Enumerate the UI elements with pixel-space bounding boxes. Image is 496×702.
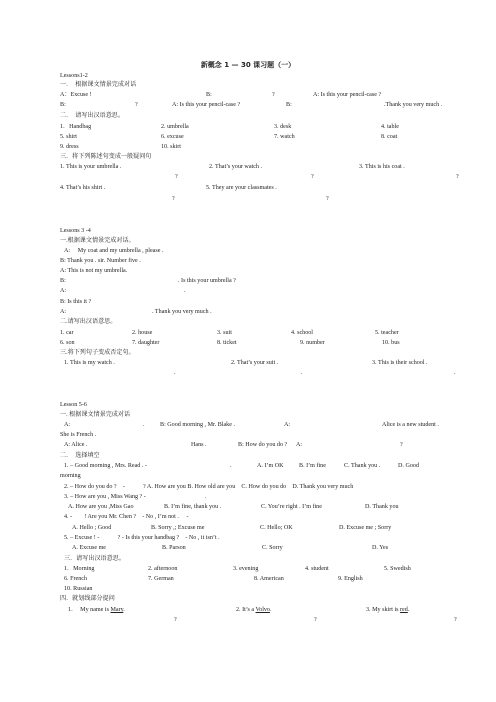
dialog-line: Alice is a new student . <box>382 422 439 428</box>
section-heading: 一. 根据课文情景完成对话 <box>60 412 131 418</box>
page-title: 新概念 1 — 30 课习题（一） <box>200 61 296 69</box>
answer-blank: . <box>301 370 303 376</box>
answer-blank: ? <box>172 196 175 202</box>
punctuation: . <box>123 607 125 613</box>
dialog-line: A: This is not my umbrella. <box>60 268 128 274</box>
answer-blank: ? <box>311 174 314 180</box>
dialog-line: She is French . <box>60 432 97 438</box>
vocab-item: 4. table <box>381 124 399 130</box>
option-d: D. Excuse me ; Sorry <box>339 525 392 531</box>
vocab-item: 1. car <box>60 330 74 336</box>
dialog-line: A: <box>284 422 291 428</box>
option-d: D. Thank you <box>365 504 399 510</box>
option-a: A. Excuse me <box>72 545 107 551</box>
vocab-item: 4. student <box>305 566 329 572</box>
underlined-word: Volvo <box>255 607 270 613</box>
question-8 <box>366 607 409 614</box>
dialog-line: A: Is this your pencil-case ? <box>172 102 241 108</box>
dialog-line: . Is this your umbrella ? <box>178 278 236 284</box>
dialog-line: . <box>184 288 186 294</box>
vocab-item: 3. evening <box>233 566 259 572</box>
vocab-item: 6. French <box>64 576 88 582</box>
option-d: D. Yes <box>372 545 389 551</box>
dialog-line: A: <box>60 309 67 315</box>
option-c: C. Hello; OK <box>260 525 293 531</box>
dialog-line: A: <box>60 288 67 294</box>
vocab-item: 3. suit <box>217 330 232 336</box>
dialog-line: A：Excuse ! <box>60 92 92 98</box>
underlined-word: red <box>400 607 408 613</box>
vocab-item: 9. dress <box>60 144 79 150</box>
dialog-line: .Thank you very much . <box>384 102 443 108</box>
section-heading: 三.将下列句子变成否定句。 <box>60 350 135 356</box>
vocab-item: 5. shirt <box>60 134 77 140</box>
dialog-line: A: Is this your pencil-case ? <box>313 92 382 98</box>
question-6 <box>68 607 125 614</box>
vocab-item: 7. watch <box>274 134 295 140</box>
lesson-header: Lesson 5-6 <box>60 402 87 408</box>
dialog-line: ? <box>400 442 403 448</box>
vocab-item: 8. coat <box>381 134 398 140</box>
answer-blank: ? <box>454 617 457 623</box>
vocab-item: 10. bus <box>382 340 400 346</box>
option-d: D. Good <box>398 463 419 469</box>
vocab-item: 4. school <box>291 330 314 336</box>
question-1: 1. – Good morning , Mrs. Read . - <box>64 463 147 469</box>
question-3-blank: . <box>205 494 207 500</box>
vocab-item: 7. daughter <box>132 340 160 346</box>
question-text: 3. My skirt is <box>366 607 401 613</box>
vocab-item: 7. German <box>148 576 174 582</box>
exercise-line: 2. That’s your watch . <box>209 164 263 170</box>
exercise-line: 2. That’s your suit . <box>231 360 279 366</box>
dialog-line: Hans . <box>191 442 207 448</box>
dialog-line: B: <box>286 102 292 108</box>
dialog-line: . Thank you very much . <box>152 309 212 315</box>
option-a: A. Hello ; Good <box>72 525 112 531</box>
option-c: C. Sorry <box>262 545 283 551</box>
section-heading: 二． 选择填空 <box>60 453 100 459</box>
question-text: 1． My name is <box>68 607 111 613</box>
underlined-word: Mary <box>110 607 124 613</box>
question-5: 5. – Excuse ! - ? - Is this your handbag ? - No , it isn’t . <box>64 535 220 541</box>
section-heading: 三．将下列陈述句变成一般疑问句 <box>60 154 152 160</box>
vocab-item: 8. American <box>254 576 284 582</box>
vocab-item: 10. skirt <box>161 144 181 150</box>
vocab-item: 5. teacher <box>375 330 399 336</box>
vocab-item: 6. excuse <box>161 134 184 140</box>
answer-blank: ? <box>174 617 177 623</box>
section-heading: 二.请写出汉语意思。 <box>60 319 117 325</box>
option-a: A. I’m OK <box>257 463 284 469</box>
dialog-line: A: <box>64 422 71 428</box>
dialog-line: . <box>143 422 145 428</box>
vocab-item: 8. ticket <box>217 340 237 346</box>
exercise-line: 1. This is your umbrella . <box>60 164 122 170</box>
answer-blank: . <box>454 370 456 376</box>
dialog-line: A: My coat and my umbrella , please . <box>64 248 164 254</box>
question-4: 4. - ! Are you Mr. Chen ? - No , I’m not . - <box>64 514 189 520</box>
exercise-line: 5. They are your classmates . <box>206 185 277 191</box>
lesson-header: Lessons 3 -4 <box>60 228 91 234</box>
lesson-header: Lessons1-2 <box>60 73 88 79</box>
dialog-line: B: Good morning , Mr. Blake . <box>160 422 235 428</box>
dialog-line: B: How do you do ? <box>238 442 288 448</box>
question-1-cont: morning <box>60 473 81 479</box>
section-heading: 一.根据课文情景完成对话。 <box>60 238 135 244</box>
answer-blank: ? <box>456 174 459 180</box>
option-b: B. I’m fine, thank you . <box>164 504 222 510</box>
section-heading: 三．请写出汉语意思。 <box>64 556 125 562</box>
vocab-item: 10. Russian <box>64 586 93 592</box>
exercise-line: 1. This is my watch . <box>64 360 115 366</box>
section-heading: 二． 请写出汉语意思。 <box>60 113 124 119</box>
exercise-line: 4. That’s his shirt . <box>60 185 106 191</box>
question-1-blank: . <box>230 463 232 469</box>
vocab-item: 1．Handbag <box>60 124 92 130</box>
vocab-item: 3. desk <box>274 124 292 130</box>
option-b: B. I’m fine <box>299 463 326 469</box>
vocab-item: 9. number <box>300 340 325 346</box>
vocab-item: 6. son <box>60 340 75 346</box>
dialog-line: A: <box>296 442 303 448</box>
punctuation: . <box>269 607 272 613</box>
section-heading: 四．就划线部分提问 <box>60 596 115 602</box>
vocab-item: 2. umbrella <box>161 124 189 130</box>
answer-blank: ? <box>175 174 178 180</box>
exercise-line: 3. This is their school . <box>372 360 428 366</box>
dialog-line: B: <box>60 278 66 284</box>
punctuation: . <box>407 607 410 613</box>
option-b: B. Sorry ,; Excuse me <box>151 525 205 531</box>
dialog-line: B: Is this it ? <box>60 299 92 305</box>
question-2: 2. – How do you do ? - ? A. How are you B. How old are you C. How do you do D. Thank you very much <box>64 484 354 490</box>
option-c: C. Thank you . <box>344 463 381 469</box>
vocab-item: 2. house <box>132 330 153 336</box>
option-c: C. You’re right . I’m fine <box>261 504 322 510</box>
dialog-line: A: Alice . <box>64 442 88 448</box>
section-heading: 一． 根据课文情景完成对话 <box>60 82 137 88</box>
answer-blank: . <box>174 370 176 376</box>
vocab-item: 5. Swedish <box>384 566 411 572</box>
dialog-line: ? <box>135 102 138 108</box>
exercise-line: 3. This is his coat . <box>359 164 405 170</box>
answer-blank: ? <box>314 617 317 623</box>
question-7 <box>236 607 272 614</box>
question-text: 2. It’s a <box>236 607 256 613</box>
vocab-item: 9. English <box>338 576 363 582</box>
option-a: A. How are you ,Miss Gao <box>68 504 134 510</box>
dialog-line: ? <box>272 92 275 98</box>
answer-blank: ? <box>326 196 329 202</box>
vocab-item: 1．Morning <box>64 566 95 572</box>
dialog-line: B: <box>206 92 212 98</box>
vocab-item: 2. afternoon <box>148 566 178 572</box>
dialog-line: B: Thank you . sir. Number five . <box>60 258 141 264</box>
dialog-line: B: <box>60 102 66 108</box>
question-3: 3. – How are you , Miss Wang ? - <box>64 494 146 500</box>
option-b: B. Parson <box>162 545 186 551</box>
